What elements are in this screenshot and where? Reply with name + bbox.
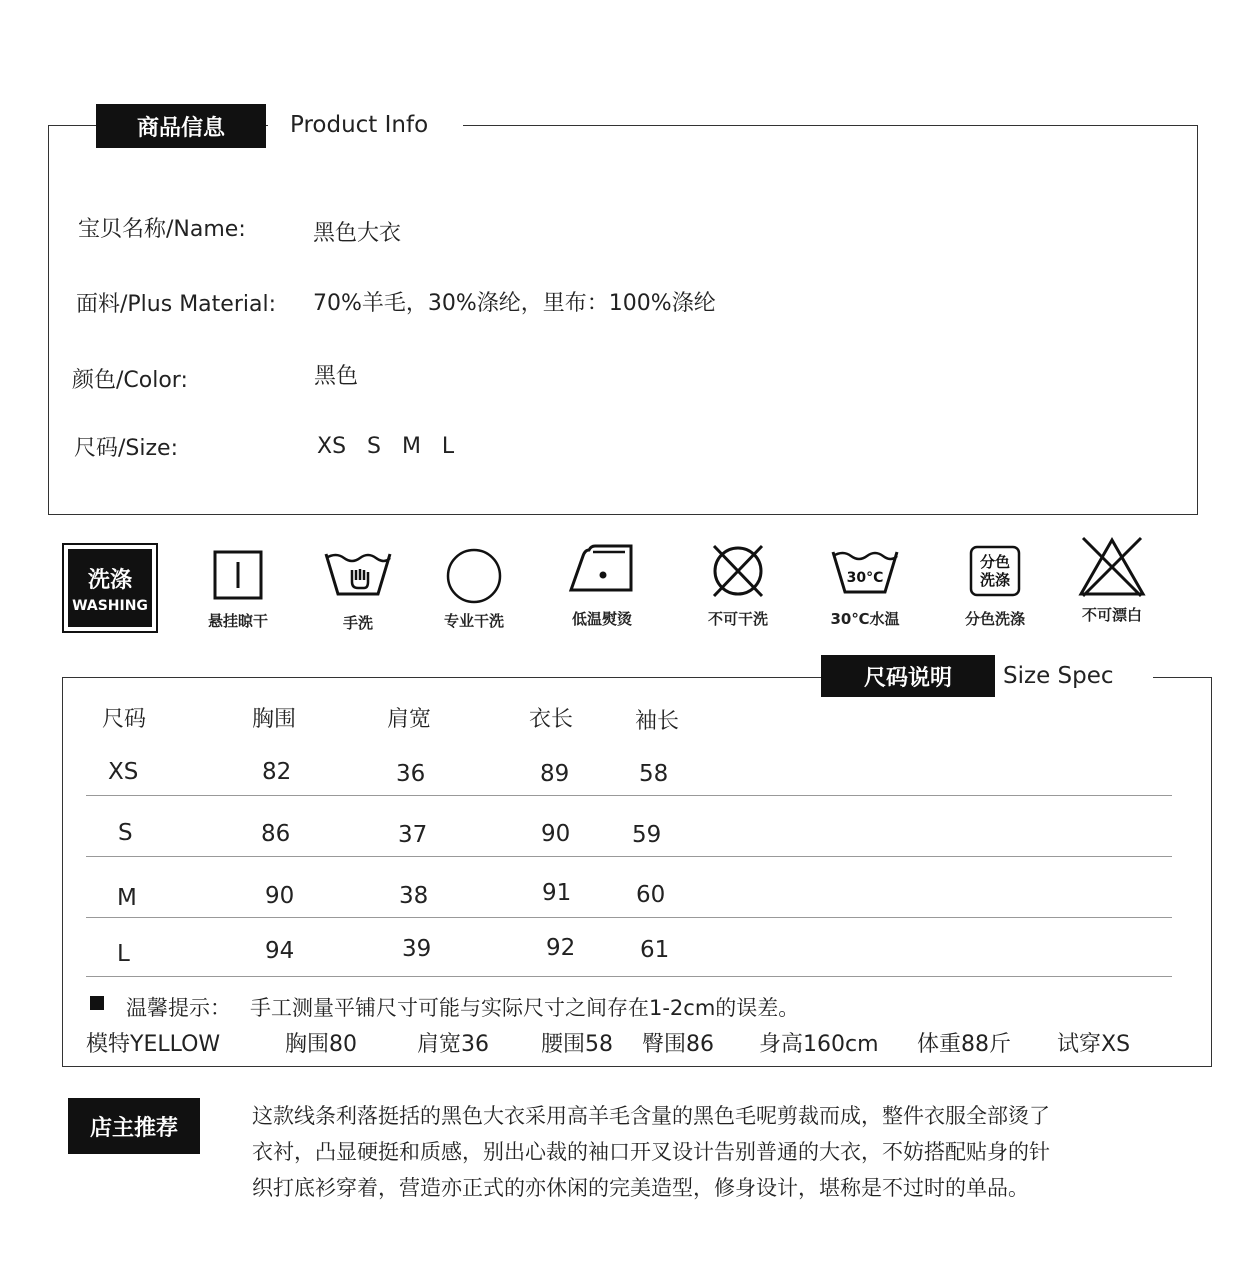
row-divider — [86, 917, 1172, 918]
care-label: 低温熨烫 — [571, 610, 632, 628]
care-label: 不可干洗 — [707, 610, 768, 628]
no-bleach-icon — [1077, 536, 1147, 598]
table-cell: M — [117, 885, 137, 911]
care-item-iron-low — [542, 542, 662, 629]
table-cell: L — [117, 941, 130, 967]
care-item-wash-30 — [805, 548, 925, 629]
hand-wash-icon — [322, 548, 394, 606]
dry-clean-icon — [444, 546, 504, 606]
recommendation-line: 这款线条利落挺括的黑色大衣采用高羊毛含量的黑色毛呢剪裁而成，整件衣服全部烫了 — [252, 1104, 1050, 1128]
care-item-hand-wash — [298, 548, 418, 633]
row-divider — [86, 795, 1172, 796]
care-item-no-bleach — [1052, 536, 1172, 625]
hang-dry-icon — [208, 548, 268, 604]
table-cell: 61 — [640, 937, 670, 963]
bullet-square — [90, 996, 104, 1010]
table-cell: 91 — [542, 880, 572, 906]
table-cell: 92 — [546, 935, 576, 961]
product-info-title-en: Product Info — [268, 105, 463, 145]
tip-label: 温馨提示： — [126, 996, 231, 1020]
table-cell: 36 — [396, 761, 426, 787]
washing-badge — [62, 543, 158, 633]
iron-low-icon — [567, 542, 637, 598]
material-value: 70%羊毛，30%涤纶，里布：100%涤纶 — [313, 291, 716, 316]
material-label: 面料/Plus Material: — [76, 292, 276, 317]
table-cell: 90 — [265, 883, 295, 909]
table-header: 尺码 — [102, 707, 147, 732]
care-item-dry-clean — [414, 546, 534, 631]
table-cell: 90 — [541, 821, 571, 847]
table-cell: 37 — [398, 822, 428, 848]
product-info-title: 商品信息 — [96, 104, 266, 148]
washing-title: 洗涤 — [87, 567, 132, 593]
table-cell: 86 — [261, 821, 291, 847]
no-dry-clean-icon — [708, 542, 768, 600]
care-label: 专业干洗 — [443, 612, 504, 630]
size-value: XS S M L — [317, 434, 455, 459]
badge-line-2: 洗涤 — [979, 571, 1011, 589]
recommendation-title: 店主推荐 — [68, 1098, 200, 1154]
table-header: 肩宽 — [387, 707, 432, 732]
care-label: 30℃水温 — [830, 610, 900, 628]
model-height: 身高160cm — [759, 1032, 879, 1057]
size-spec-title: 尺码说明 — [821, 655, 995, 697]
name-label: 宝贝名称/Name: — [78, 217, 246, 242]
color-value: 黑色 — [314, 364, 359, 389]
name-value: 黑色大衣 — [313, 221, 402, 246]
care-item-separate-colors — [935, 544, 1055, 629]
tip-text: 手工测量平铺尺寸可能与实际尺寸之间存在1-2cm的误差。 — [250, 996, 800, 1020]
recommendation-line: 织打底衫穿着，营造亦正式的亦休闲的完美造型，修身设计，堪称是不过时的单品。 — [252, 1176, 1029, 1200]
model-tried-size: 试穿XS — [1057, 1032, 1131, 1057]
model-shoulder: 肩宽36 — [417, 1032, 489, 1057]
table-cell: XS — [108, 759, 139, 785]
separate-colors-icon — [967, 544, 1023, 600]
table-header: 衣长 — [529, 707, 574, 732]
washing-title-en: WASHING — [72, 597, 148, 614]
wash-30-icon — [829, 548, 901, 600]
care-label: 手洗 — [342, 614, 373, 632]
product-info-box — [48, 125, 1198, 515]
table-header: 袖长 — [635, 709, 680, 734]
table-cell: 89 — [540, 761, 570, 787]
size-label: 尺码/Size: — [74, 436, 178, 461]
row-divider — [86, 976, 1172, 977]
care-label: 不可漂白 — [1081, 606, 1142, 624]
recommendation-text — [252, 1098, 1152, 1206]
model-bust: 胸围80 — [285, 1032, 357, 1057]
care-label: 分色洗涤 — [964, 610, 1025, 628]
model-waist: 腰围58 — [541, 1032, 613, 1057]
table-cell: S — [118, 820, 133, 846]
size-spec-title-en: Size Spec — [995, 656, 1153, 696]
care-item-no-dry-clean — [678, 542, 798, 629]
model-weight: 体重88斤 — [917, 1032, 1011, 1057]
table-cell: 39 — [402, 936, 432, 962]
recommendation-line: 衣衬，凸显硬挺和质感，别出心裁的袖口开叉设计告别普通的大衣，不妨搭配贴身的针 — [252, 1140, 1050, 1164]
color-label: 颜色/Color: — [72, 368, 188, 393]
table-header: 胸围 — [252, 707, 297, 732]
table-cell: 38 — [399, 883, 429, 909]
table-cell: 94 — [265, 938, 295, 964]
table-cell: 59 — [632, 822, 662, 848]
badge-line-1: 分色 — [979, 553, 1011, 571]
table-cell: 60 — [636, 882, 666, 908]
table-cell: 58 — [639, 761, 669, 787]
model-name: 模特YELLOW — [86, 1032, 221, 1057]
wash-temp-text: 30°C — [846, 570, 884, 586]
care-label: 悬挂晾干 — [207, 612, 268, 630]
table-cell: 82 — [262, 759, 292, 785]
care-item-hang-dry — [178, 548, 298, 631]
model-hip: 臀围86 — [642, 1032, 714, 1057]
row-divider — [86, 856, 1172, 857]
